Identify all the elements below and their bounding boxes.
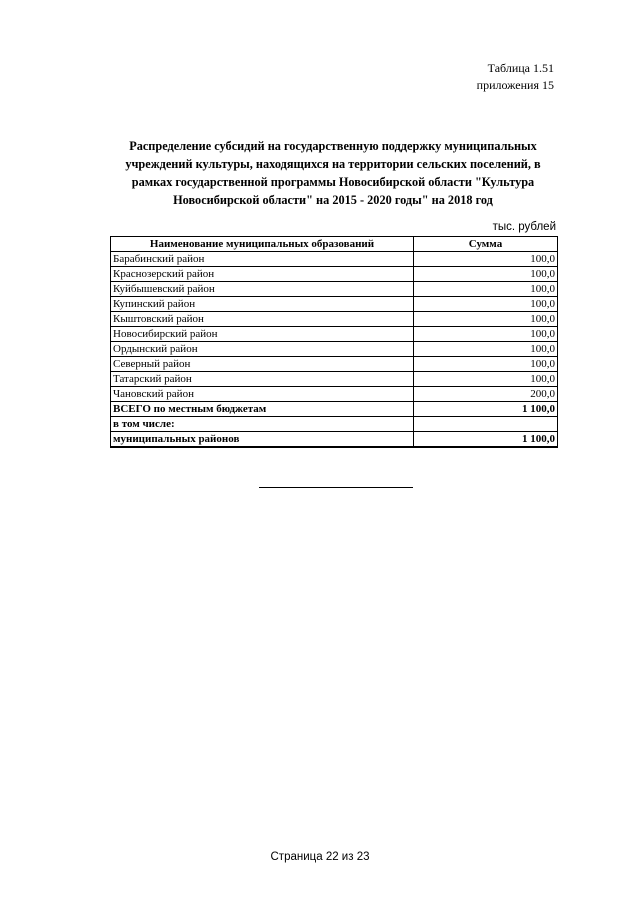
column-header-name: Наименование муниципальных образований <box>111 237 414 252</box>
district-name: Новосибирский район <box>111 327 414 342</box>
municipal-districts-row <box>111 432 558 448</box>
page-number: Страница 22 из 23 <box>270 851 370 863</box>
district-amount: 100,0 <box>414 357 558 372</box>
municipal-districts-label: муниципальных районов <box>111 432 414 448</box>
table-row <box>111 342 558 357</box>
including-row <box>111 417 558 432</box>
table-row <box>111 387 558 402</box>
table-row <box>111 282 558 297</box>
table-row <box>111 357 558 372</box>
municipal-districts-amount: 1 100,0 <box>414 432 558 448</box>
table-row <box>111 312 558 327</box>
district-amount: 100,0 <box>414 327 558 342</box>
divider-line <box>259 487 413 488</box>
district-amount: 200,0 <box>414 387 558 402</box>
table-row <box>111 267 558 282</box>
table-row <box>111 372 558 387</box>
total-row <box>111 402 558 417</box>
district-amount: 100,0 <box>414 312 558 327</box>
table-reference <box>477 60 554 94</box>
district-name: Татарский район <box>111 372 414 387</box>
district-name: Купинский район <box>111 297 414 312</box>
column-header-amount: Сумма <box>414 237 558 252</box>
district-name: Кыштовский район <box>111 312 414 327</box>
title-line: учреждений культуры, находящихся на территории сельских поселений, в <box>125 157 541 171</box>
appendix-number: приложения 15 <box>476 78 554 92</box>
district-name: Чановский район <box>111 387 414 402</box>
total-amount: 1 100,0 <box>414 402 558 417</box>
title-line: рамках государственной программы Новосибирской области "Культура <box>131 175 535 189</box>
district-name: Краснозерский район <box>111 267 414 282</box>
table-number: Таблица 1.51 <box>487 61 554 75</box>
table-row <box>111 327 558 342</box>
including-amount <box>414 417 558 432</box>
title-line: Новосибирской области" на 2015 - 2020 годы" на 2018 год <box>173 193 493 207</box>
district-name: Северный район <box>111 357 414 372</box>
including-label: в том числе: <box>111 417 414 432</box>
district-amount: 100,0 <box>414 282 558 297</box>
title-line: Распределение субсидий на государственную поддержку муниципальных <box>129 139 537 153</box>
district-name: Барабинский район <box>111 252 414 267</box>
subsidies-table <box>110 236 558 448</box>
table-row <box>111 297 558 312</box>
table-header-row <box>111 237 558 252</box>
document-title <box>108 137 558 209</box>
units-label: тыс. рублей <box>492 221 556 233</box>
district-amount: 100,0 <box>414 297 558 312</box>
district-name: Ордынский район <box>111 342 414 357</box>
district-amount: 100,0 <box>414 252 558 267</box>
district-amount: 100,0 <box>414 342 558 357</box>
table-row <box>111 252 558 267</box>
total-label: ВСЕГО по местным бюджетам <box>111 402 414 417</box>
district-amount: 100,0 <box>414 267 558 282</box>
district-amount: 100,0 <box>414 372 558 387</box>
district-name: Куйбышевский район <box>111 282 414 297</box>
